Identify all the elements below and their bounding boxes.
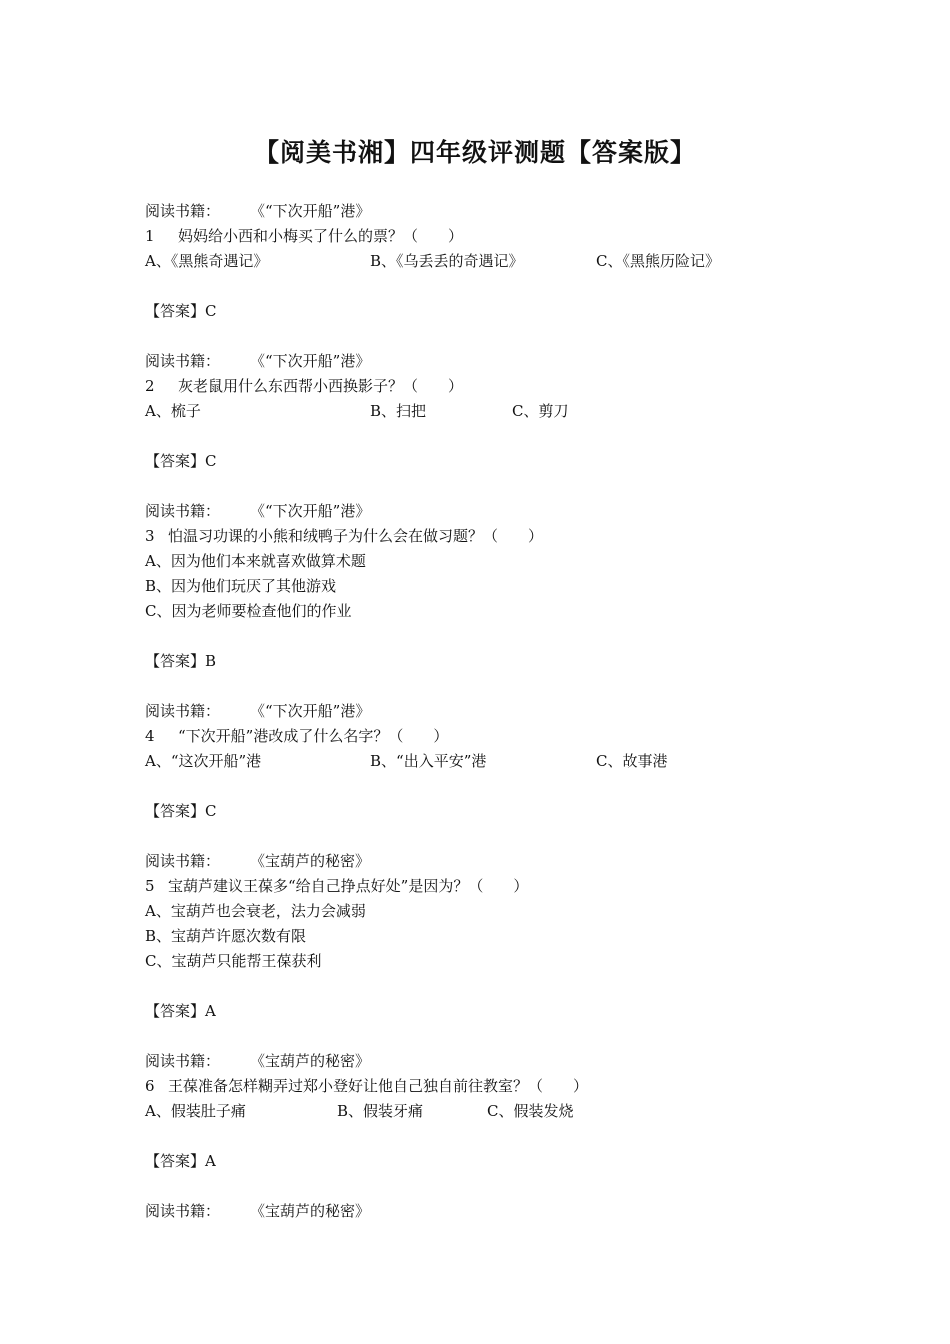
book-title: 《“下次开船”港》 (250, 202, 371, 220)
book-label: 阅读书籍： (145, 502, 221, 520)
book-title: 《宝葫芦的秘密》 (250, 1052, 371, 1070)
question-text: 王葆准备怎样糊弄过郑小登好让他自己独自前往教室？（ ） (168, 1077, 589, 1095)
options-line (145, 749, 845, 774)
option-b: B、因为他们玩厌了其他游戏 (145, 577, 337, 595)
option-a: A、梳子 (145, 402, 201, 420)
question-line (145, 524, 845, 549)
options-line (145, 249, 845, 274)
question-number: 2 (145, 377, 155, 395)
question-line (145, 1074, 845, 1099)
answer-label: 【答案】 (145, 452, 206, 470)
answer-line (145, 299, 845, 324)
question-text: 灰老鼠用什么东西帮小西换影子？（ ） (178, 377, 464, 395)
answer-value: C (205, 302, 217, 320)
book-line (145, 699, 845, 724)
book-label: 阅读书籍： (145, 702, 221, 720)
document-title: 【阅美书湘】四年级评测题【答案版】 (253, 138, 696, 167)
answer-value: A (205, 1152, 216, 1170)
option-a: A、《黑熊奇遇记》 (145, 252, 269, 270)
book-line (145, 199, 845, 224)
answer-value: A (205, 1002, 216, 1020)
book-label: 阅读书籍： (145, 1202, 221, 1220)
option-a: A、因为他们本来就喜欢做算术题 (145, 552, 366, 570)
question-text: “下次开船”港改成了什么名字？（ ） (178, 727, 449, 745)
book-label: 阅读书籍： (145, 852, 221, 870)
book-title: 《“下次开船”港》 (250, 502, 371, 520)
book-line (145, 849, 845, 874)
book-label: 阅读书籍： (145, 202, 221, 220)
option-b: B、“出入平安”港 (370, 752, 487, 770)
question-text: 怕温习功课的小熊和绒鸭子为什么会在做习题？（ ） (168, 527, 544, 545)
book-line (145, 499, 845, 524)
book-label: 阅读书籍： (145, 1052, 221, 1070)
option-b: B、宝葫芦许愿次数有限 (145, 927, 307, 945)
book-title: 《“下次开船”港》 (250, 702, 371, 720)
book-title: 《“下次开船”港》 (250, 352, 371, 370)
answer-line (145, 449, 845, 474)
answer-label: 【答案】 (145, 1002, 206, 1020)
option-c: C、假装发烧 (487, 1102, 574, 1120)
answer-value: C (205, 802, 217, 820)
question-text: 妈妈给小西和小梅买了什么的票？（ ） (178, 227, 464, 245)
answer-line (145, 799, 845, 824)
answer-line (145, 999, 845, 1024)
question-line (145, 724, 845, 749)
question-text: 宝葫芦建议王葆多“给自己挣点好处”是因为？（ ） (168, 877, 529, 895)
answer-line (145, 1149, 845, 1174)
answer-line (145, 649, 845, 674)
question-line (145, 224, 845, 249)
answer-value: B (205, 652, 217, 670)
option-b: B、《乌丢丢的奇遇记》 (370, 252, 524, 270)
option-c: C、故事港 (596, 752, 668, 770)
option-a: A、假装肚子痛 (145, 1102, 246, 1120)
option-c: C、《黑熊历险记》 (596, 252, 720, 270)
question-number: 1 (145, 227, 155, 245)
question-number: 5 (145, 877, 155, 895)
question-number: 3 (145, 527, 155, 545)
answer-value: C (205, 452, 217, 470)
book-line (145, 1199, 845, 1224)
answer-label: 【答案】 (145, 302, 206, 320)
question-line (145, 874, 845, 899)
book-label: 阅读书籍： (145, 352, 221, 370)
option-b: B、假装牙痛 (337, 1102, 424, 1120)
book-line (145, 349, 845, 374)
option-b: B、扫把 (370, 402, 427, 420)
question-line (145, 374, 845, 399)
option-c: C、宝葫芦只能帮王葆获利 (145, 952, 322, 970)
option-a: A、“这次开船”港 (145, 752, 262, 770)
book-title: 《宝葫芦的秘密》 (250, 1202, 371, 1220)
answer-label: 【答案】 (145, 802, 206, 820)
question-number: 6 (145, 1077, 155, 1095)
answer-label: 【答案】 (145, 1152, 206, 1170)
options-line (145, 399, 845, 424)
option-c: C、剪刀 (512, 402, 569, 420)
book-title: 《宝葫芦的秘密》 (250, 852, 371, 870)
question-number: 4 (145, 727, 155, 745)
option-c: C、因为老师要检查他们的作业 (145, 602, 352, 620)
book-line (145, 1049, 845, 1074)
question-list (145, 199, 845, 1224)
option-a: A、宝葫芦也会衰老，法力会减弱 (145, 902, 366, 920)
answer-label: 【答案】 (145, 652, 206, 670)
options-line (145, 1099, 845, 1124)
